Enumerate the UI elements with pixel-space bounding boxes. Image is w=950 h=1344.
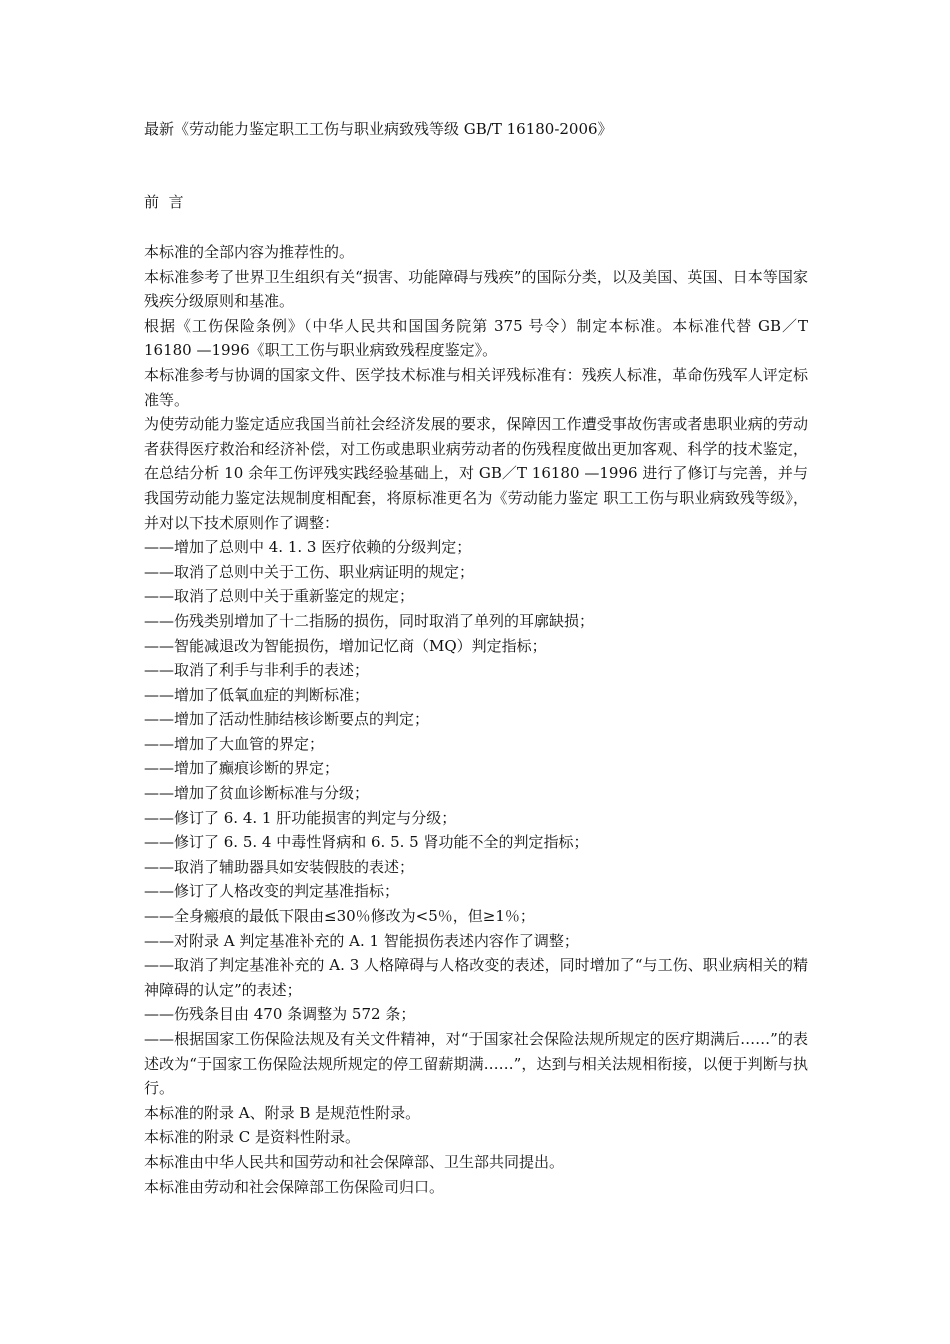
paragraph: 根据《工伤保险条例》（中华人民共和国国务院第 375 号令）制定本标准。本标准代替 GB／T 16180 —1996《职工工伤与职业病致残程度鉴定》。 [144,316,808,360]
list-item: ——取消了利手与非利手的表述； [144,661,370,680]
list-item: ——增加了大血管的界定； [144,734,325,753]
list-item: ——伤残类别增加了十二指肠的损伤，同时取消了单列的耳廓缺损； [144,611,595,630]
document-title: 最新《劳动能力鉴定职工工伤与职业病致残等级 GB/T 16180-2006》 [144,120,613,138]
paragraph: 本标准参考了世界卫生组织有关“损害、功能障碍与残疾”的国际分类，以及美国、英国、日本等国家残疾分级原则和基准。 [144,267,808,311]
paragraph: 本标准的附录 C 是资料性附录。 [144,1128,361,1147]
list-item: ——增加了活动性肺结核诊断要点的判定； [144,710,430,729]
list-item: ——取消了辅助器具如安装假肢的表述； [144,857,415,876]
document-body [144,240,808,1199]
list-item: ——增加了总则中 4. 1. 3 医疗依赖的分级判定； [144,538,472,557]
list-item: ——对附录 A 判定基准补充的 A. 1 智能损伤表述内容作了调整； [144,931,579,950]
list-item: ——取消了判定基准补充的 A. 3 人格障碍与人格改变的表述，同时增加了“与工伤、职业病相关的精神障碍的认定”的表述； [144,956,808,999]
list-item: ——增加了贫血诊断标准与分级； [144,784,370,803]
list-item: ——修订了人格改变的判定基准指标； [144,882,400,901]
list-item: ——全身瘢痕的最低下限由≤30％修改为<5％，但≥1％； [144,907,535,926]
paragraph: 本标准的全部内容为推荐性的。 [144,243,355,261]
list-item: ——增加了低氧血症的判断标准； [144,685,370,704]
list-item: ——伤残条目由 470 条调整为 572 条； [144,1005,416,1024]
section-heading: 前 言 [144,193,184,211]
list-item: ——取消了总则中关于工伤、职业病证明的规定； [144,562,475,581]
list-item: ——根据国家工伤保险法规及有关文件精神，对“于国家社会保险法规所规定的医疗期满后……”的表述改为“于国家工伤保险法规所规定的停工留薪期满……”，达到与相关法规相衔接，以便于判断与执行。 [144,1030,808,1098]
paragraph: 本标准的附录 A、附录 B 是规范性附录。 [144,1103,421,1122]
list-item: ——取消了总则中关于重新鉴定的规定； [144,587,415,606]
paragraph: 为使劳动能力鉴定适应我国当前社会经济发展的要求，保障因工作遭受事故伤害或者患职业病的劳动者获得医疗救治和经济补偿，对工伤或患职业病劳动者的伤残程度做出更加客观、科学的技术鉴定，在总结分析 10 余年工伤评残实践经验基础上，对 GB／T 16180 —1996 进行了修订与完善，并与我国劳动能力鉴定法规制度相配套，将原标准更名为《劳动能力鉴定 职工工伤与职业病致残等级》，并对以下技术原则作了调整： [144,415,808,532]
list-item: ——智能减退改为智能损伤，增加记忆商（MQ）判定指标； [144,636,547,655]
paragraph: 本标准由中华人民共和国劳动和社会保障部、卫生部共同提出。 [144,1152,565,1171]
list-item: ——增加了癫痕诊断的界定； [144,759,340,778]
list-item: ——修订了 6. 5. 4 中毒性肾病和 6. 5. 5 肾功能不全的判定指标； [144,833,589,852]
paragraph: 本标准参考与协调的国家文件、医学技术标准与相关评残标准有：残疾人标准，革命伤残军人评定标准等。 [144,365,808,409]
paragraph: 本标准由劳动和社会保障部工伤保险司归口。 [144,1177,445,1196]
list-item: ——修订了 6. 4. 1 肝功能损害的判定与分级； [144,808,457,827]
